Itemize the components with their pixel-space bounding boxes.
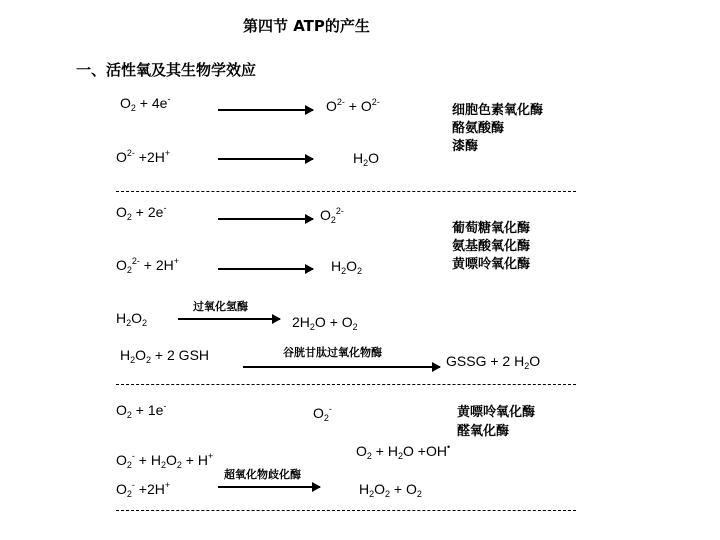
- reaction-arrow: [218, 218, 313, 220]
- reaction-arrow: [218, 158, 313, 160]
- g1-r1-reactants: $O_2 + 4e^-$: [120, 94, 171, 113]
- superoxide-dismutase-label: 超氧化物歧化酶: [224, 468, 301, 481]
- g2-r1-reactants: $O_2 + 2e^-$: [116, 203, 167, 222]
- g2-enzyme-3: 黄嘌呤氧化酶: [452, 257, 531, 272]
- section-heading: 一、活性氧及其生物学效应: [76, 61, 257, 79]
- reaction-arrow: [178, 318, 280, 320]
- g1-r2-products: $H_2O$: [353, 150, 380, 168]
- g3-r2-reactants: $O_2^- + H_2O_2 + H^+$: [116, 451, 214, 470]
- g2-r2-reactants: $O_2^{2-} + 2H^+$: [116, 256, 180, 275]
- g3-r3-reactants: $O_2^- +2H^+$: [116, 480, 171, 499]
- divider-1: [116, 191, 576, 192]
- g2-r4-products: GSSG + 2 $H_2O$: [446, 353, 541, 371]
- g2-r4-reactants: $H_2O_2 + 2$ GSH: [120, 347, 210, 365]
- page-title: 第四节 ATP的产生: [243, 17, 370, 35]
- divider-3: [116, 510, 576, 511]
- g1-enzyme-2: 酪氨酸酶: [452, 121, 505, 136]
- reaction-arrow: [218, 109, 313, 111]
- g3-r3-products: $H_2O_2 + O_2$: [359, 481, 422, 499]
- reaction-arrow: [218, 268, 313, 270]
- divider-2: [116, 384, 576, 385]
- g3-enzyme-2: 醛氧化酶: [457, 424, 510, 439]
- glutathione-peroxidase-label: 谷胱甘肽过氧化物酶: [283, 346, 382, 359]
- g2-r3-products: $2H_2O + O_2$: [292, 314, 358, 332]
- g3-enzyme-1: 黄嘌呤氧化酶: [457, 405, 536, 420]
- reaction-arrow: [218, 486, 320, 488]
- reaction-arrow: [243, 366, 440, 368]
- g2-enzyme-2: 氨基酸氧化酶: [452, 239, 531, 254]
- g2-r1-products: $O_2^{2-}$: [320, 206, 344, 225]
- g1-enzyme-1: 细胞色素氧化酶: [452, 103, 544, 118]
- catalase-label: 过氧化氢酶: [193, 300, 248, 313]
- g1-r1-products: $O^{2-} + O^{2-}$: [326, 97, 380, 114]
- g2-r3-reactants: $H_2O_2$: [116, 310, 148, 328]
- g2-enzyme-1: 葡萄糖氧化酶: [452, 221, 531, 236]
- g3-r1-products: $O_2^-$: [313, 404, 332, 423]
- g2-r2-products: $H_2O_2$: [331, 258, 363, 276]
- g1-enzyme-3: 漆酶: [452, 139, 479, 154]
- g3-r2-products: $O_2 + H_2O +OH^•$: [356, 442, 451, 461]
- g1-r2-reactants: $O^{2-} +2H^+$: [116, 148, 171, 165]
- g3-r1-reactants: $O_2 + 1e^-$: [116, 401, 167, 420]
